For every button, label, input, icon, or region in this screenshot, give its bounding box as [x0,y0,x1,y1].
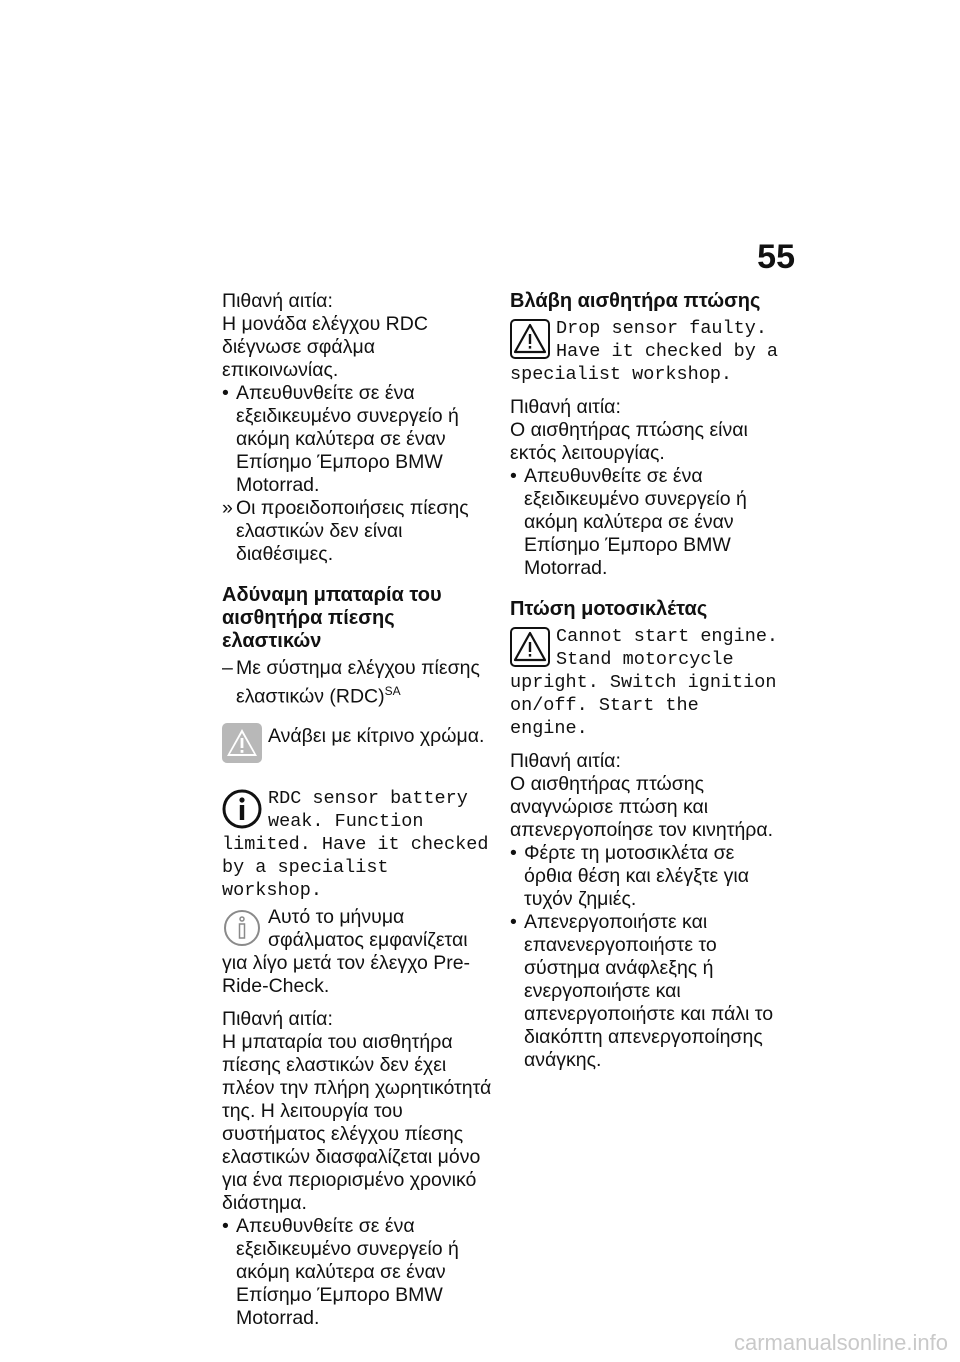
right-column [510,290,786,1072]
warning-message-block [510,317,786,386]
bullet-dot-icon: • [510,465,517,487]
bullet-dot-icon: • [222,382,229,404]
info-message-block [222,787,494,902]
bullet-item: • Απενεργοποιήστε και επανενεργοποιήστε το σύστημα ανάφλεξης ή ενεργοποιήστε και απενεργοποιήστε και πάλι το διακόπτη απενεργοποίησης ανάγκης. [510,911,774,1071]
page-number: 55 [757,238,795,276]
section-heading: Βλάβη αισθητήρα πτώσης [510,290,761,312]
warning-triangle-outline-icon [510,627,550,667]
warning-message-block [510,625,786,740]
sa-superscript: SA [384,684,401,698]
cause-text: Ο αισθητήρας πτώσης είναι εκτός λειτουργίας. [510,419,748,464]
bullet-dot-icon: • [510,842,517,864]
display-message: Cannot start engine. Stand motorcycle upright. Switch ignition on/off. Start the engine. [510,626,779,739]
note-info-icon [222,908,262,948]
note-text: Αυτό το μήνυμα σφάλματος εμφανίζεται για λίγο μετά τον έλεγχο Pre-Ride-Check. [222,905,471,997]
dash-item: – Με σύστημα ελέγχου πίεσης ελαστικών (RDC)$^{SA}$ [222,657,480,708]
bullet-item: • Φέρτε τη μοτοσικλέτα σε όρθια θέση και ελέγξτε για τυχόν ζημιές. [510,842,749,910]
cause-label: Πιθανή αιτία: [222,1007,333,1030]
section-heading: Πτώση μοτοσικλέτας [510,598,708,620]
info-circle-icon [222,789,262,829]
yellow-indicator-block [222,721,494,779]
cause-text: Η μπαταρία του αισθητήρα πίεσης ελαστικών δεν έχει πλέον την πλήρη χωρητικότητά της. Η λειτουργία του συστήματος ελέγχου πίεσης ελαστικών διασφαλίζεται μόνο για ένα περιορισμένο χρονικό διάστημα. [222,1030,492,1214]
bullet-dot-icon: • [222,1214,229,1237]
result-arrow-icon: » [222,497,233,519]
bullet-item: • Απευθυνθείτε σε ένα εξειδικευμένο συνεργείο ή ακόμη καλύτερα σε έναν Επίσημο Έμπορο BMW Motorrad. [222,1214,459,1329]
cause-label: Πιθανή αιτία: [510,750,621,772]
section-heading: Αδύναμη μπαταρία του αισθητήρα πίεσης ελαστικών [222,584,442,652]
cause-label: Πιθανή αιτία: [222,290,333,312]
warning-triangle-filled-icon [222,723,262,763]
dash-mark-icon: – [222,657,233,679]
bullet-dot-icon: • [510,911,517,933]
left-column [222,290,494,1330]
display-message: RDC sensor battery weak. Function limited. Have it checked by a specialist workshop. [222,787,489,901]
result-item: » Οι προειδοποιήσεις πίεσης ελαστικών δεν είναι διαθέσιμες. [222,497,469,565]
note-block [222,906,494,998]
cause-text: Ο αισθητήρας πτώσης αναγνώρισε πτώση και απενεργοποίησε τον κινητήρα. [510,773,774,841]
cause-label: Πιθανή αιτία: [510,396,621,418]
footer-watermark: carmanualsonline.info [733,1330,948,1355]
yellow-text: Ανάβει με κίτρινο χρώμα. [268,724,485,747]
bullet-item: • Απευθυνθείτε σε ένα εξειδικευμένο συνεργείο ή ακόμη καλύτερα σε έναν Επίσημο Έμπορο BMW Motorrad. [510,465,747,579]
warning-triangle-outline-icon [510,319,550,359]
bullet-item: • Απευθυνθείτε σε ένα εξειδικευμένο συνεργείο ή ακόμη καλύτερα σε έναν Επίσημο Έμπορο BMW Motorrad. [222,382,459,496]
cause-text: Η μονάδα ελέγχου RDC διέγνωσε σφάλμα επικοινωνίας. [222,313,428,381]
display-message: Drop sensor faulty. Have it checked by a specialist workshop. [510,318,779,385]
